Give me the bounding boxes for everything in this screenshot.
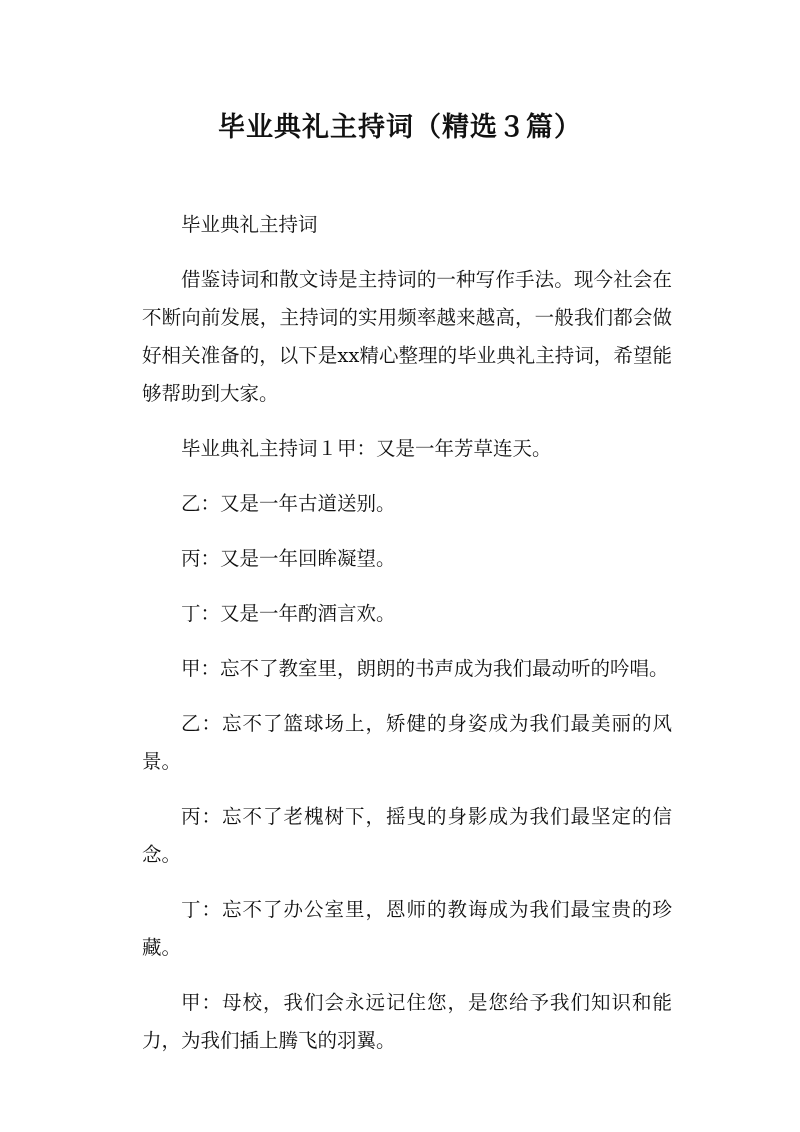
document-title: 毕业典礼主持词（精选３篇）	[218, 112, 582, 143]
paragraph: 毕业典礼主持词１甲：又是一年芳草连天。	[181, 437, 552, 460]
paragraph: 丙：忘不了老槐树下，摇曳的身影成为我们最坚定的信念。	[142, 805, 672, 866]
paragraph: 借鉴诗词和散文诗是主持词的一种写作手法。现今社会在不断向前发展，主持词的实用频率越来越高，一般我们都会做好相关准备的，以下是xx精心整理的毕业典礼主持词，希望能够帮助到大家。	[142, 268, 672, 405]
paragraph: 丁：又是一年酌酒言欢。	[181, 602, 396, 625]
document-body	[142, 206, 672, 1077]
paragraph: 乙：忘不了篮球场上，矫健的身姿成为我们最美丽的风景。	[142, 712, 672, 773]
paragraph: 甲：忘不了教室里，朗朗的书声成为我们最动听的吟唱。	[181, 657, 669, 680]
paragraph: 甲：母校，我们会永远记住您，是您给予我们知识和能力，为我们插上腾飞的羽翼。	[142, 991, 672, 1052]
paragraph: 乙：又是一年古道送别。	[181, 492, 396, 515]
paragraph: 丙：又是一年回眸凝望。	[181, 547, 396, 570]
paragraph: 毕业典礼主持词	[181, 213, 318, 236]
paragraph: 丁：忘不了办公室里，恩师的教诲成为我们最宝贵的珍藏。	[142, 898, 672, 959]
